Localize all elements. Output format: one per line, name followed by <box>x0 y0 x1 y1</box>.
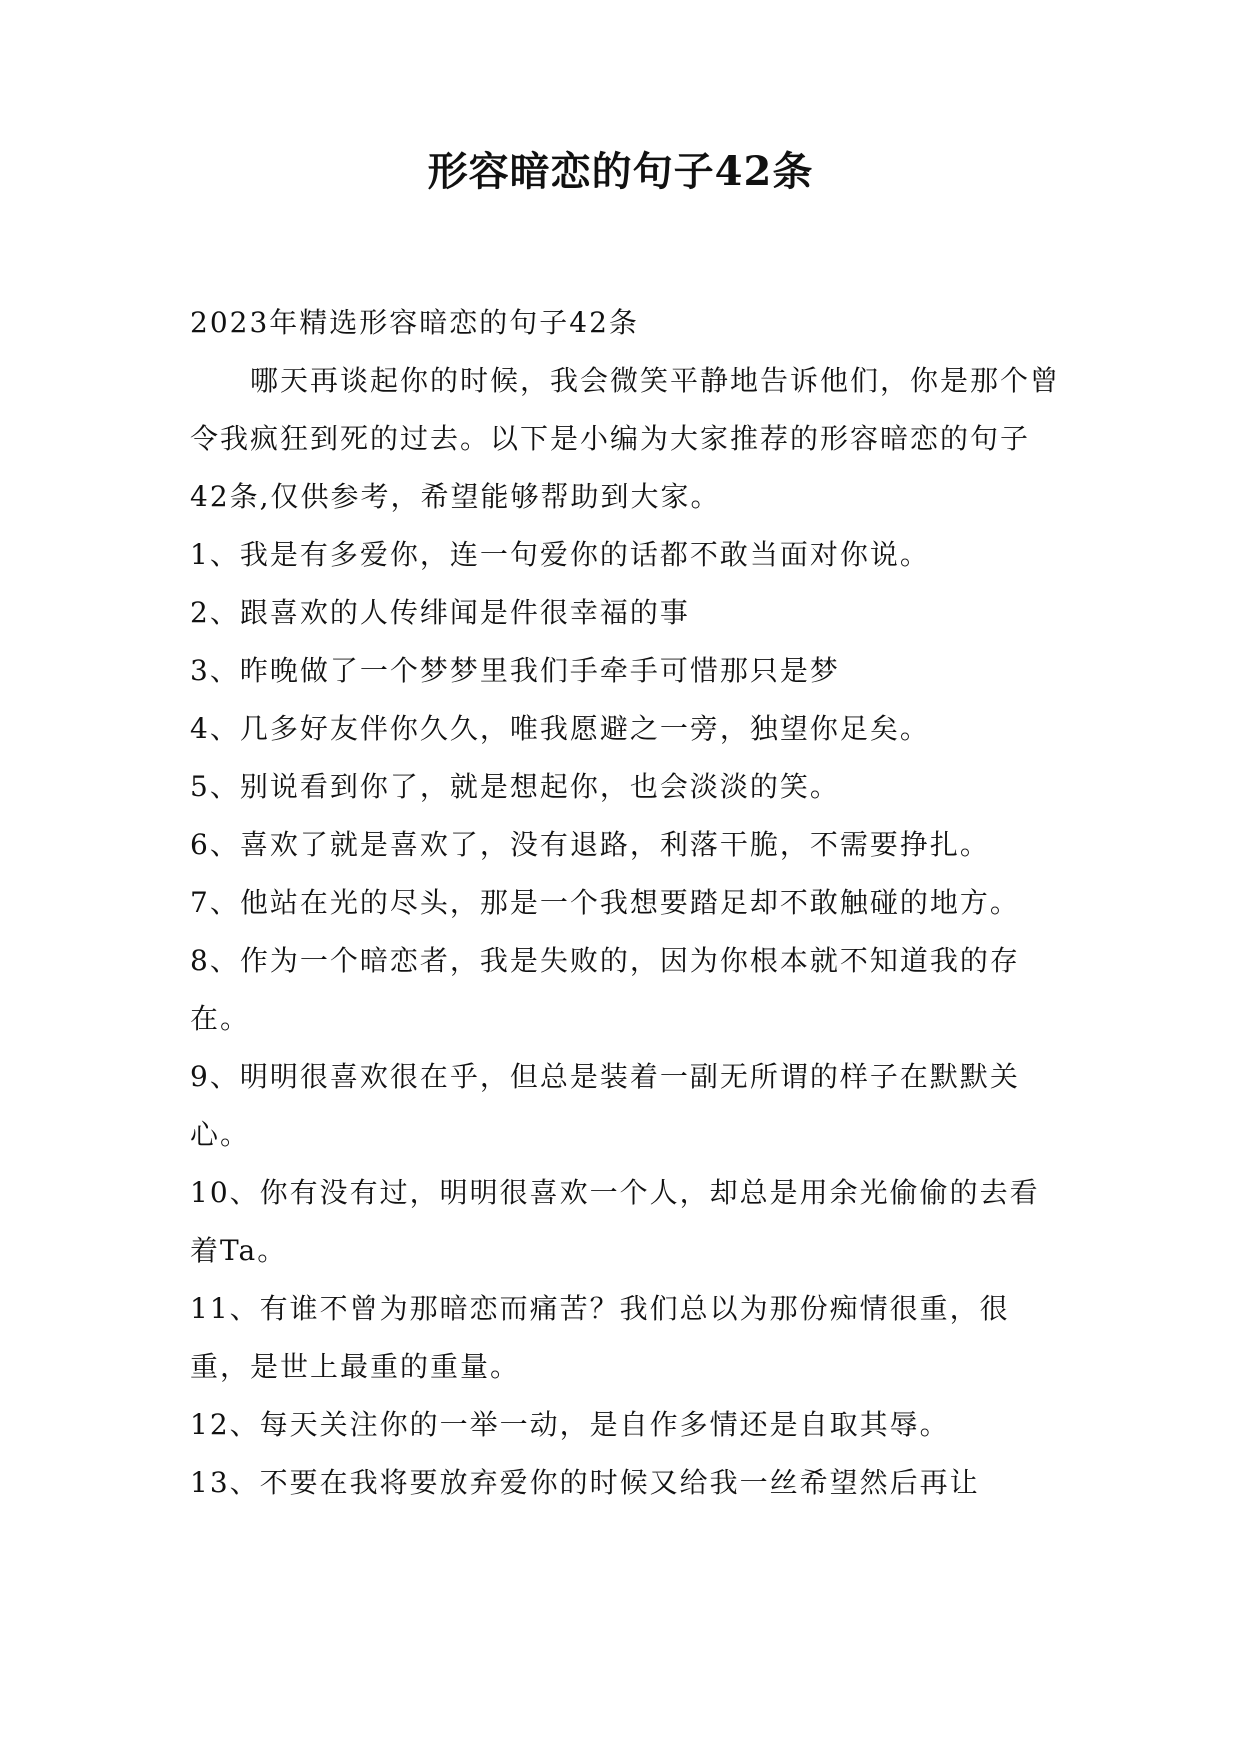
list-item: 11、有谁不曾为那暗恋而痛苦？我们总以为那份痴情很重，很重，是世上最重的重量。 <box>190 1292 1010 1383</box>
list-item: 4、几多好友伴你久久，唯我愿避之一旁，独望你足矣。 <box>190 712 930 745</box>
document-subtitle: 2023年精选形容暗恋的句子42条 <box>190 306 639 339</box>
list-item: 7、他站在光的尽头，那是一个我想要踏足却不敢触碰的地方。 <box>190 886 1020 919</box>
list-item: 5、别说看到你了，就是想起你，也会淡淡的笑。 <box>190 770 840 803</box>
list-item: 12、每天关注你的一举一动，是自作多情还是自取其辱。 <box>190 1408 950 1441</box>
list-item: 2、跟喜欢的人传绯闻是件很幸福的事 <box>190 596 690 629</box>
document-title: 形容暗恋的句子42条 <box>427 148 814 195</box>
list-item: 8、作为一个暗恋者，我是失败的，因为你根本就不知道我的存在。 <box>190 944 1020 1035</box>
intro-paragraph: 哪天再谈起你的时候，我会微笑平静地告诉他们，你是那个曾令我疯狂到死的过去。以下是小编为大家推荐的形容暗恋的句子42条,仅供参考，希望能够帮助到大家。 <box>190 364 1061 513</box>
document-body <box>190 294 1060 1512</box>
list-item: 13、不要在我将要放弃爱你的时候又给我一丝希望然后再让 <box>190 1466 980 1499</box>
list-item: 3、昨晚做了一个梦梦里我们手牵手可惜那只是梦 <box>190 654 840 687</box>
list-item: 6、喜欢了就是喜欢了，没有退路，利落干脆，不需要挣扎。 <box>190 828 990 861</box>
list-item: 9、明明很喜欢很在乎，但总是装着一副无所谓的样子在默默关心。 <box>190 1060 1020 1151</box>
list-item: 1、我是有多爱你，连一句爱你的话都不敢当面对你说。 <box>190 538 930 571</box>
list-item: 10、你有没有过，明明很喜欢一个人，却总是用余光偷偷的去看着Ta。 <box>190 1176 1040 1267</box>
